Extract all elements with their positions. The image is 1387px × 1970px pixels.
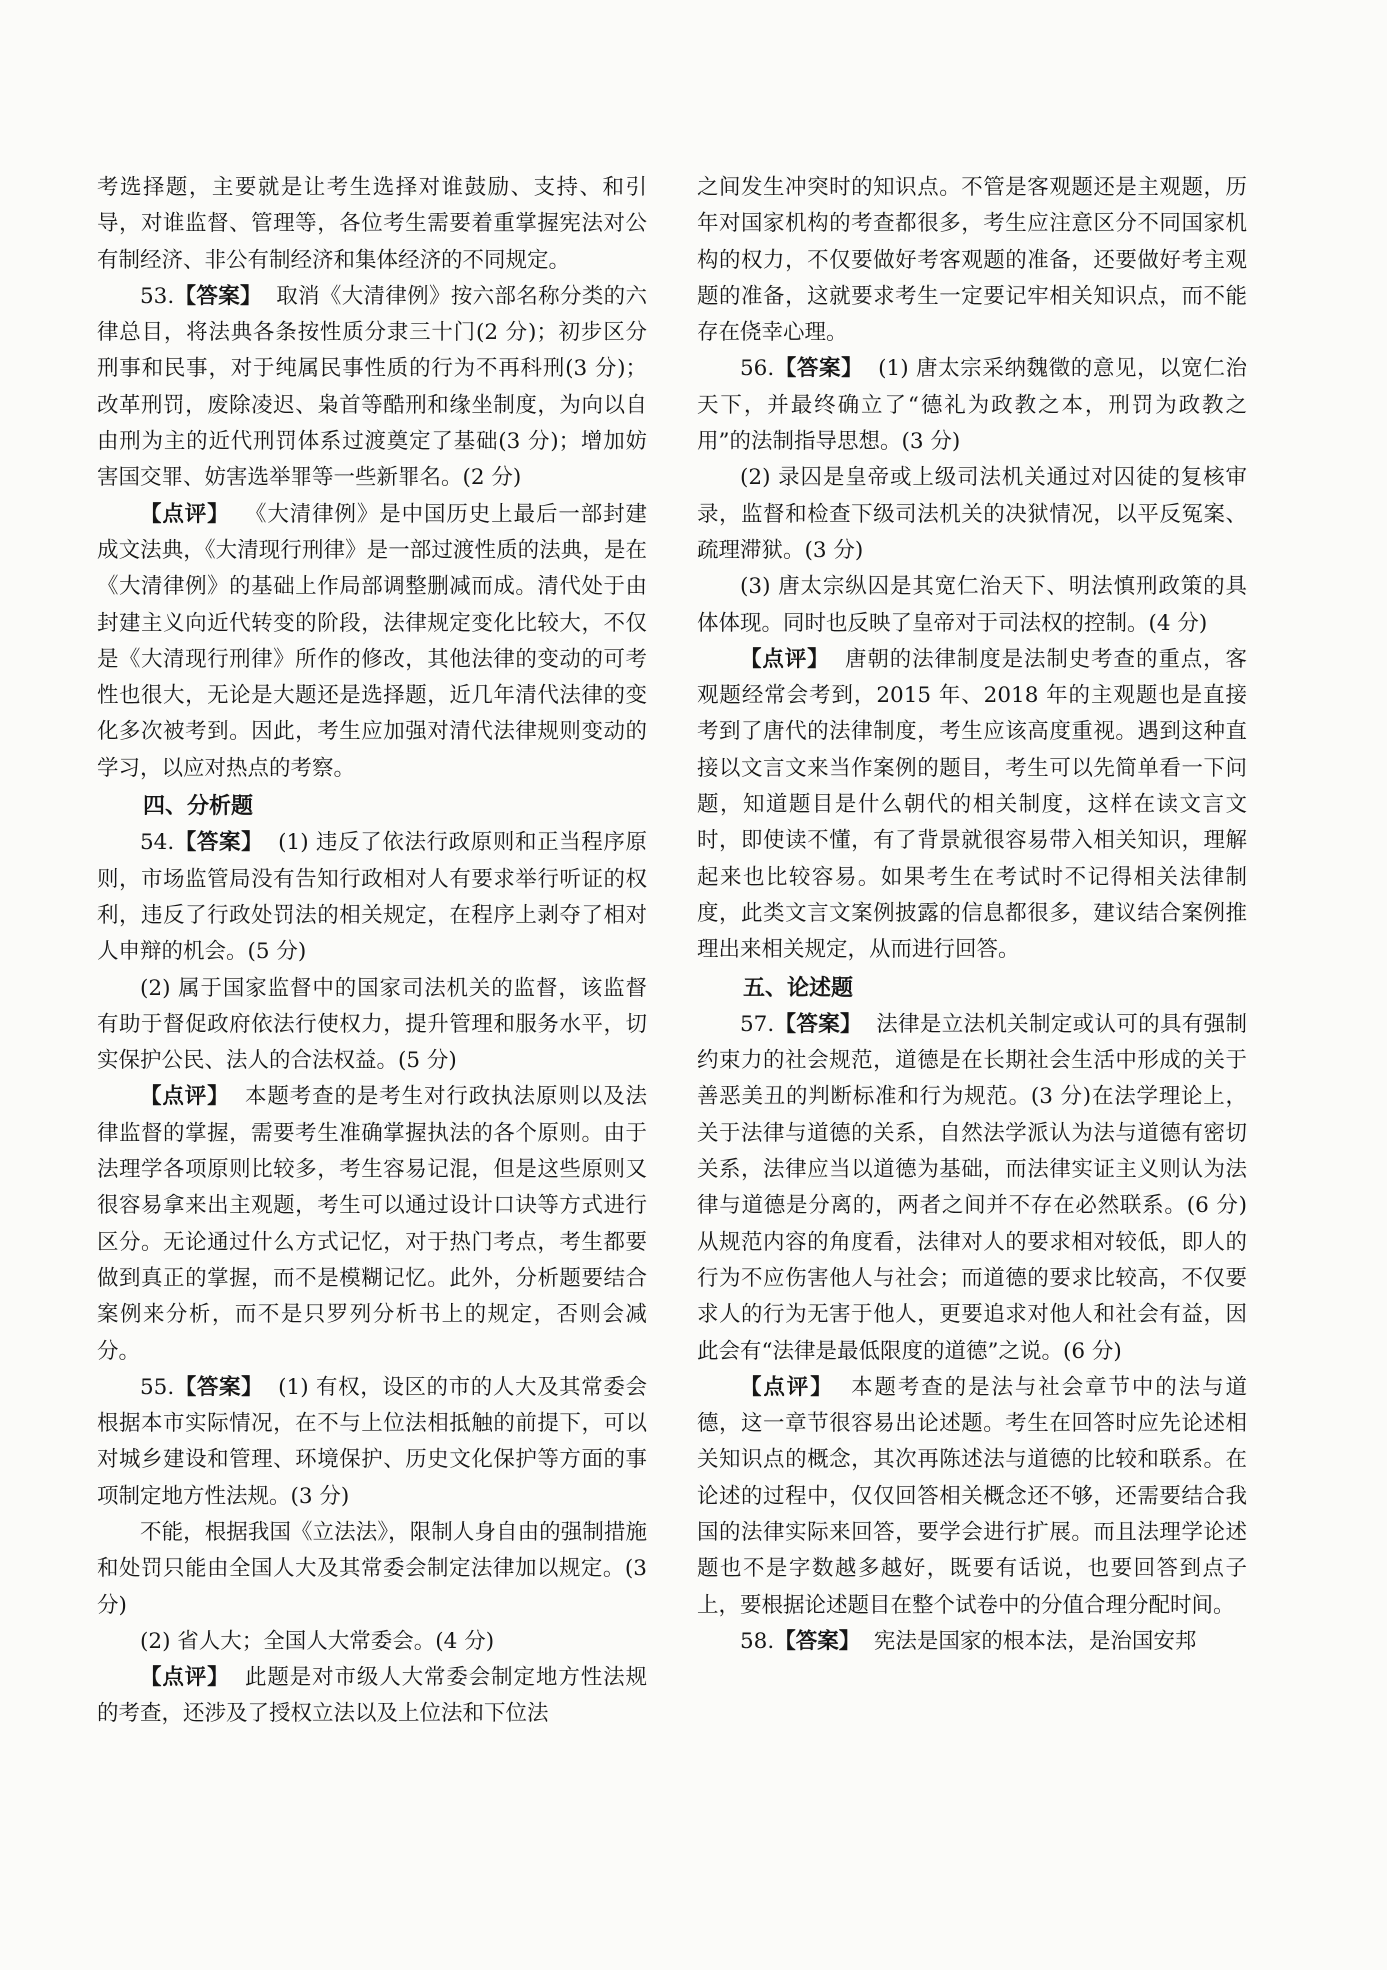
- answer-57: [697, 1007, 1247, 1370]
- answer-label: 【答案】: [174, 830, 264, 856]
- paragraph-q52-continuation: 考选择题，主要就是让考生选择对谁鼓励、支持、和引导，对谁监督、管理等，各位考生需要着重掌握宪法对公有制经济、非公有制经济和集体经济的不同规定。: [97, 175, 647, 273]
- review-text: 此题是对市级人大常委会制定地方性法规的考查，还涉及了授权立法以及上位法和下位法: [97, 1665, 647, 1727]
- answer-56-part3: (3) 唐太宗纵囚是其宽仁治天下、明法慎刑政策的具体体现。同时也反映了皇帝对于司法权的控制。(4 分): [697, 574, 1247, 636]
- review-label: 【点评】: [140, 1084, 230, 1110]
- review-55-continuation: 之间发生冲突时的知识点。不管是客观题还是主观题，历年对国家机构的考查都很多，考生应注意区分不同国家机构的权力，不仅要做好考客观题的准备，还要做好考主观题的准备，这就要求考生一定要记牢相关知识点，而不能存在侥幸心理。: [697, 175, 1247, 346]
- review-label: 【点评】: [740, 1374, 834, 1400]
- review-56: [697, 642, 1247, 969]
- review-53: [97, 497, 647, 787]
- answer-text: (1) 违反了依法行政原则和正当程序原则，市场监管局没有告知行政相对人有要求举行听证的权利，违反了行政处罚法的相关规定，在程序上剥夺了相对人申辩的机会。(5 分): [97, 830, 647, 965]
- review-text: 本题考查的是法与社会章节中的法与道德，这一章节很容易出论述题。考生在回答时应先论述相关知识点的概念，其次再陈述法与道德的比较和联系。在论述的过程中，仅仅回答相关概念还不够，还需要结合我国的法律实际来回答，要学会进行扩展。而且法理学论述题也不是字数越多越好，既要有话说，也要回答到点子上，要根据论述题目在整个试卷中的分值合理分配时间。: [697, 1374, 1247, 1618]
- review-label: 【点评】: [140, 1665, 230, 1691]
- answer-label: 【答案】: [174, 283, 262, 309]
- answer-55-part2: (2) 省人大；全国人大常委会。(4 分): [140, 1628, 495, 1654]
- question-number: 55.: [140, 1374, 175, 1400]
- review-text: 唐朝的法律制度是法制史考查的重点，客观题经常会考到，2015 年、2018 年的主观题也是直接考到了唐代的法律制度，考生应该高度重视。遇到这种直接以文言文来当作案例的题目，考生可以先简单看一下问题，知道题目是什么朝代的相关制度，这样在读文言文时，即使读不懂，有了背景就很容易带入相关知识，理解起来也比较容易。如果考生在考试时不记得相关法律制度，此类文言文案例披露的信息都很多，建议结合案例推理出来相关规定，从而进行回答。: [697, 646, 1247, 963]
- answer-55-part1: [97, 1370, 647, 1515]
- answer-label: 【答案】: [174, 1374, 264, 1400]
- review-text: 《大清律例》是中国历史上最后一部封建成文法典，《大清现行刑律》是一部过渡性质的法典，是在《大清律例》的基础上作局部调整删减而成。清代处于由封建主义向近代转变的阶段，法律规定变化比较大，不仅是《大清现行刑律》所作的修改，其他法律的变动的可考性也很大，无论是大题还是选择题，近几年清代法律的变化多次被考到。因此，考生应加强对清代法律规则变动的学习，以应对热点的考察。: [97, 501, 647, 781]
- question-number: 53.: [140, 283, 175, 309]
- question-number: 57.: [740, 1011, 775, 1037]
- answer-text: (1) 有权，设区的市的人大及其常委会根据本市实际情况，在不与上位法相抵触的前提下，可以对城乡建设和管理、环境保护、历史文化保护等方面的事项制定地方性法规。(3 分): [97, 1374, 647, 1509]
- answer-58: [697, 1624, 1247, 1660]
- answer-text: (1) 唐太宗采纳魏徵的意见，以宽仁治天下，并最终确立了“德礼为政教之本，刑罚为政教之用”的法制指导思想。(3 分): [697, 356, 1247, 455]
- answer-text: 取消《大清律例》按六部名称分类的六律总目，将法典各条按性质分隶三十门(2 分)；初步区分刑事和民事，对于纯属民事性质的行为不再科刑(3 分)；改革刑罚，废除凌迟、枭首等酷刑和缘坐制度，为向以自由刑为主的近代刑罚体系过渡奠定了基础(3 分)；增加妨害国交罪、妨害选举罪等一些新罪名。(2 分): [97, 283, 647, 491]
- answer-text: 宪法是国家的根本法，是治国安邦: [873, 1628, 1197, 1654]
- question-number: 54.: [140, 830, 175, 856]
- question-number: 58.: [740, 1628, 775, 1654]
- answer-56-part1: [697, 351, 1247, 460]
- question-number: 56.: [740, 356, 775, 382]
- section-heading-essay: 五、论述题: [743, 975, 854, 1001]
- review-label: 【点评】: [140, 501, 230, 527]
- answer-54-part2: (2) 属于国家监督中的国家司法机关的监督，该监督有助于督促政府依法行使权力，提升管理和服务水平，切实保护公民、法人的合法权益。(5 分): [97, 975, 647, 1074]
- answer-53: [97, 279, 647, 497]
- answer-54-part1: [97, 825, 647, 970]
- section-heading-analysis: 四、分析题: [143, 794, 254, 820]
- answer-56-part2: (2) 录囚是皇帝或上级司法机关通过对囚徒的复核审录，监督和检查下级司法机关的决狱情况，以平反冤案、疏理滞狱。(3 分): [697, 465, 1247, 563]
- review-label: 【点评】: [740, 646, 830, 672]
- review-57: [697, 1370, 1247, 1624]
- answer-label: 【答案】: [774, 1628, 861, 1654]
- answer-label: 【答案】: [774, 1011, 862, 1037]
- review-54: [97, 1079, 647, 1369]
- right-column: [697, 170, 1247, 1660]
- review-text: 本题考查的是考生对行政执法原则以及法律监督的掌握，需要考生准确掌握执法的各个原则。由于法理学各项原则比较多，考生容易记混，但是这些原则又很容易拿来出主观题，考生可以通过设计口诀等方式进行区分。无论通过什么方式记忆，对于热门考点，考生都要做到真正的掌握，而不是模糊记忆。此外，分析题要结合案例来分析，而不是只罗列分析书上的规定，否则会减分。: [97, 1084, 647, 1364]
- review-55: [97, 1660, 647, 1733]
- left-column: [97, 170, 647, 1733]
- answer-label: 【答案】: [774, 356, 864, 382]
- answer-55-part1b: 不能，根据我国《立法法》，限制人身自由的强制措施和处罚只能由全国人大及其常委会制定法律加以规定。(3 分): [97, 1519, 647, 1618]
- answer-text: 法律是立法机关制定或认可的具有强制约束力的社会规范，道德是在长期社会生活中形成的关于善恶美丑的判断标准和行为规范。(3 分)在法学理论上，关于法律与道德的关系，自然法学派认为法与道德有密切关系，法律应当以道德为基础，而法律实证主义则认为法律与道德是分离的，两者之间并不存在必然联系。(6 分)从规范内容的角度看，法律对人的要求相对较低，即人的行为不应伤害他人与社会；而道德的要求比较高，不仅要求人的行为无害于他人，更要追求对他人和社会有益，因此会有“法律是最低限度的道德”之说。(6 分): [697, 1011, 1247, 1364]
